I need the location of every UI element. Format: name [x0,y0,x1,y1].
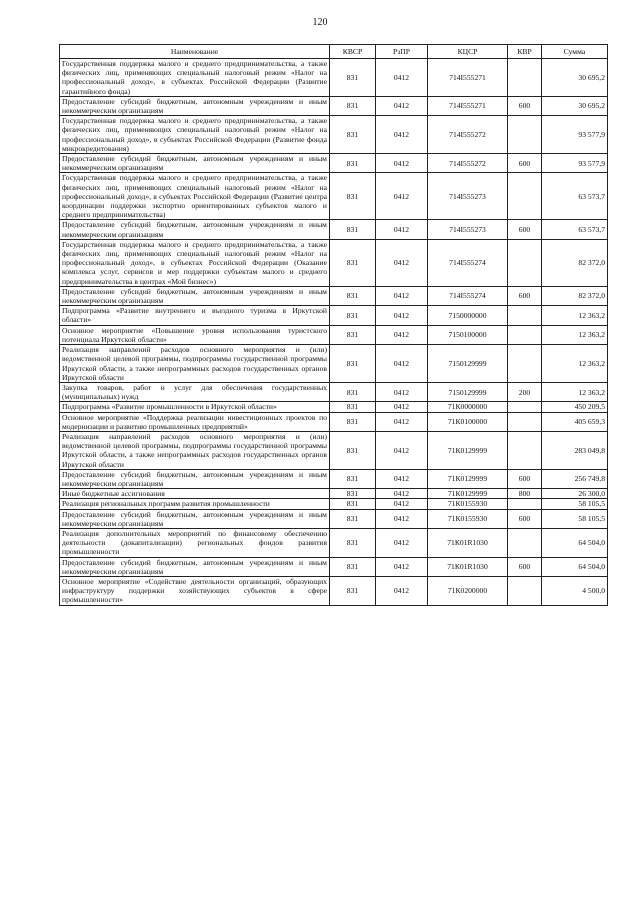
cell-kvr [508,431,542,469]
cell-name: Предоставление субсидий бюджетным, автономным учреждениям и иным некоммерческим организациям [60,509,330,528]
cell-name: Предоставление субсидий бюджетным, автономным учреждениям и иным некоммерческим организациям [60,286,330,305]
cell-kcsr: 71К01R1030 [428,528,508,557]
table-row [60,528,608,557]
cell-name: Основное мероприятие «Содействие деятельности организаций, образующих инфраструктуру поддержки хозяйствующих субъектов в сфере промышленности» [60,576,330,605]
cell-kcsr: 71К0129999 [428,489,508,499]
table-row [60,576,608,605]
cell-name: Государственная поддержка малого и среднего предпринимательства, а также физических лиц, применяющих специальный налоговый режим «Налог на профессиональный доход», в субъектах Российской Федерации (Оказание комплекса услуг, сервисов и мер поддержки субъектам малого и среднего предпринимательства в центрах «Мой бизнес») [60,239,330,286]
table-row [60,412,608,431]
cell-kvsr: 831 [330,509,376,528]
cell-name: Подпрограмма «Развитие промышленности в Иркутской области» [60,402,330,412]
table-body [60,59,608,606]
cell-rzpr: 0412 [376,499,428,509]
table-row [60,173,608,220]
cell-sum: 12 363,2 [542,325,608,344]
cell-kvr: 600 [508,154,542,173]
cell-sum: 450 209,5 [542,402,608,412]
cell-rzpr: 0412 [376,59,428,97]
cell-kvr [508,412,542,431]
cell-name: Закупка товаров, работ и услуг для обеспечения государственных (муниципальных) нужд [60,382,330,401]
cell-rzpr: 0412 [376,286,428,305]
cell-rzpr: 0412 [376,96,428,115]
cell-kcsr: 7150129999 [428,345,508,383]
cell-kvr: 800 [508,489,542,499]
cell-kvsr: 831 [330,239,376,286]
cell-kcsr: 714I555271 [428,59,508,97]
cell-rzpr: 0412 [376,557,428,576]
table-row [60,489,608,499]
cell-rzpr: 0412 [376,154,428,173]
cell-kcsr: 7150100000 [428,325,508,344]
cell-kvsr: 831 [330,96,376,115]
cell-kcsr: 71К0155930 [428,509,508,528]
cell-kcsr: 714I555272 [428,116,508,154]
cell-kvsr: 831 [330,173,376,220]
cell-name: Подпрограмма «Развитие внутреннего и въездного туризма в Иркутской области» [60,306,330,325]
table-row [60,59,608,97]
table-row [60,306,608,325]
header-kvr: КВР [508,45,542,59]
cell-kvr [508,173,542,220]
cell-kvr [508,499,542,509]
cell-sum: 63 573,7 [542,220,608,239]
table-row [60,116,608,154]
cell-kvsr: 831 [330,382,376,401]
cell-rzpr: 0412 [376,220,428,239]
cell-name: Основное мероприятие «Повышение уровня использования туристского потенциала Иркутской области» [60,325,330,344]
header-kvsr: КВСР [330,45,376,59]
cell-kvr: 600 [508,96,542,115]
cell-name: Реализация направлений расходов основного мероприятия и (или) ведомственной целевой программы, подпрограммы государственной программы Иркутской области, а также непрограммных расходов государственных органов Иркутской области [60,345,330,383]
table-row [60,154,608,173]
cell-kvsr: 831 [330,576,376,605]
cell-kvsr: 831 [330,154,376,173]
table-row [60,345,608,383]
cell-kvsr: 831 [330,431,376,469]
cell-kvsr: 831 [330,469,376,488]
table-row [60,96,608,115]
cell-kvr [508,325,542,344]
cell-kcsr: 714I555274 [428,286,508,305]
cell-sum: 12 363,2 [542,306,608,325]
cell-sum: 12 363,2 [542,345,608,383]
header-rzpr: РзПР [376,45,428,59]
cell-kcsr: 71К0155930 [428,499,508,509]
header-name: Наименование [60,45,330,59]
cell-name: Реализация направлений расходов основного мероприятия и (или) ведомственной целевой программы, подпрограммы государственной программы Иркутской области, а также непрограммных расходов государственных органов Иркутской области [60,431,330,469]
cell-kvsr: 831 [330,499,376,509]
cell-kvr: 600 [508,557,542,576]
cell-kvsr: 831 [330,528,376,557]
table-row [60,402,608,412]
cell-kvsr: 831 [330,412,376,431]
cell-name: Основное мероприятие «Поддержка реализации инвестиционных проектов по модернизации и развитию промышленных предприятий» [60,412,330,431]
cell-name: Государственная поддержка малого и среднего предпринимательства, а также физических лиц, применяющих специальный налоговый режим «Налог на профессиональный доход», в субъектах Российской Федерации (Развитие гарантийного фонда) [60,59,330,97]
cell-sum: 82 372,0 [542,239,608,286]
cell-rzpr: 0412 [376,325,428,344]
cell-rzpr: 0412 [376,402,428,412]
cell-kvsr: 831 [330,489,376,499]
cell-kcsr: 714I555271 [428,96,508,115]
header-kcsr: КЦСР [428,45,508,59]
cell-kcsr: 71К01R1030 [428,557,508,576]
table-row [60,469,608,488]
cell-kcsr: 714I555273 [428,220,508,239]
cell-kvsr: 831 [330,402,376,412]
cell-sum: 283 049,8 [542,431,608,469]
table-row [60,499,608,509]
header-sum: Сумма [542,45,608,59]
cell-kvsr: 831 [330,325,376,344]
cell-kvsr: 831 [330,59,376,97]
cell-rzpr: 0412 [376,576,428,605]
cell-kvsr: 831 [330,306,376,325]
cell-kcsr: 71К0129999 [428,469,508,488]
cell-rzpr: 0412 [376,116,428,154]
cell-name: Предоставление субсидий бюджетным, автономным учреждениям и иным некоммерческим организациям [60,469,330,488]
cell-rzpr: 0412 [376,173,428,220]
cell-rzpr: 0412 [376,306,428,325]
cell-kvr: 600 [508,509,542,528]
cell-rzpr: 0412 [376,345,428,383]
cell-kvr [508,576,542,605]
cell-sum: 64 504,0 [542,528,608,557]
cell-kvr: 200 [508,382,542,401]
cell-sum: 30 695,2 [542,96,608,115]
table-row [60,509,608,528]
table-row [60,325,608,344]
cell-sum: 82 372,0 [542,286,608,305]
cell-kcsr: 714I555272 [428,154,508,173]
cell-sum: 256 749,8 [542,469,608,488]
cell-kvsr: 831 [330,116,376,154]
cell-rzpr: 0412 [376,239,428,286]
cell-name: Иные бюджетные ассигнования [60,489,330,499]
cell-kvsr: 831 [330,557,376,576]
cell-sum: 58 105,5 [542,499,608,509]
cell-kcsr: 71К0100000 [428,412,508,431]
table-row [60,431,608,469]
cell-kvr: 600 [508,469,542,488]
cell-kcsr: 714I555273 [428,173,508,220]
cell-kvr [508,116,542,154]
cell-rzpr: 0412 [376,489,428,499]
cell-name: Предоставление субсидий бюджетным, автономным учреждениям и иным некоммерческим организациям [60,154,330,173]
table-row [60,286,608,305]
cell-kvr [508,59,542,97]
cell-name: Предоставление субсидий бюджетным, автономным учреждениям и иным некоммерческим организациям [60,557,330,576]
cell-kcsr: 7150000000 [428,306,508,325]
cell-rzpr: 0412 [376,469,428,488]
cell-sum: 93 577,9 [542,154,608,173]
cell-rzpr: 0412 [376,382,428,401]
table-row [60,239,608,286]
cell-sum: 30 695,2 [542,59,608,97]
cell-sum: 58 105,5 [542,509,608,528]
cell-kvr [508,306,542,325]
cell-sum: 63 573,7 [542,173,608,220]
cell-sum: 405 659,3 [542,412,608,431]
cell-kvr [508,402,542,412]
cell-rzpr: 0412 [376,509,428,528]
cell-name: Реализация дополнительных мероприятий по финансовому обеспечению деятельности (докапитализации) региональных фондов развития промышленности [60,528,330,557]
cell-kcsr: 71К0200000 [428,576,508,605]
cell-kvsr: 831 [330,345,376,383]
cell-kcsr: 714I555274 [428,239,508,286]
cell-sum: 12 363,2 [542,382,608,401]
table-row [60,220,608,239]
cell-kvr [508,345,542,383]
cell-kcsr: 7150129999 [428,382,508,401]
cell-kcsr: 71К0000000 [428,402,508,412]
cell-sum: 93 577,9 [542,116,608,154]
table-row [60,557,608,576]
table-row [60,382,608,401]
cell-name: Государственная поддержка малого и среднего предпринимательства, а также физических лиц, применяющих специальный налоговый режим «Налог на профессиональный доход», в субъектах Российской Федерации (Развитие фонда микрокредитования) [60,116,330,154]
cell-kvsr: 831 [330,220,376,239]
cell-rzpr: 0412 [376,431,428,469]
cell-sum: 4 500,0 [542,576,608,605]
budget-table [59,44,608,606]
cell-rzpr: 0412 [376,528,428,557]
page-number: 120 [312,17,328,28]
cell-name: Государственная поддержка малого и среднего предпринимательства, а также физических лиц, применяющих специальный налоговый режим «Налог на профессиональный доход», в субъектах Российской Федерации (Развитие центра координации поддержки экспортно ориентированных субъектов малого и среднего предпринимательства) [60,173,330,220]
cell-kcsr: 71К0129999 [428,431,508,469]
cell-name: Предоставление субсидий бюджетным, автономным учреждениям и иным некоммерческим организациям [60,220,330,239]
cell-kvsr: 831 [330,286,376,305]
table-header [60,45,608,59]
cell-kvr [508,528,542,557]
header-row [60,45,608,59]
cell-sum: 26 300,0 [542,489,608,499]
cell-rzpr: 0412 [376,412,428,431]
cell-kvr: 600 [508,220,542,239]
cell-kvr: 600 [508,286,542,305]
cell-name: Предоставление субсидий бюджетным, автономным учреждениям и иным некоммерческим организациям [60,96,330,115]
cell-kvr [508,239,542,286]
cell-sum: 64 504,0 [542,557,608,576]
cell-name: Реализация региональных программ развития промышленности [60,499,330,509]
